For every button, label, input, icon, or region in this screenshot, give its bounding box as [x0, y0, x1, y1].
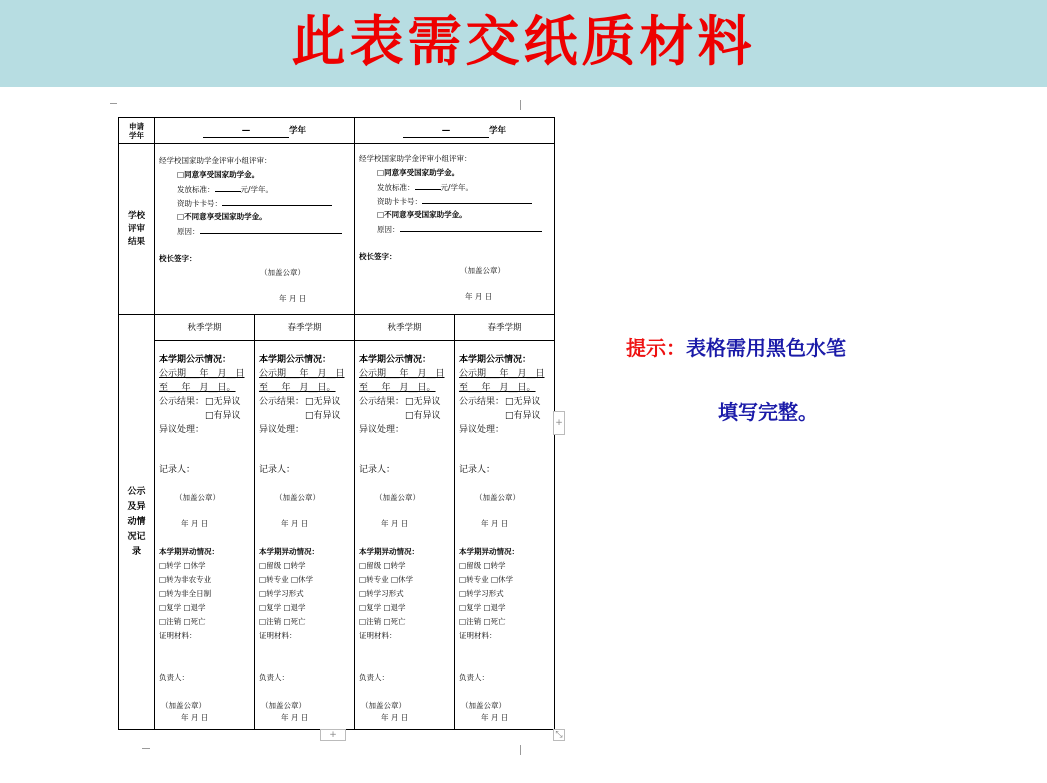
change-option-line[interactable]: □转学习形式 [259, 589, 304, 598]
objection-handling-label: 异议处理： [259, 425, 305, 435]
change-option-line[interactable]: □转学习形式 [459, 589, 504, 598]
public-record-cell-1[interactable] [155, 341, 255, 730]
change-option-line[interactable]: □转学 □休学 [159, 561, 206, 570]
no-objection-option: □无异议 [205, 397, 241, 407]
change-option-line[interactable]: □复学 □退学 [459, 603, 506, 612]
review-date: 年 月 日 [279, 294, 307, 303]
change-option-line[interactable]: □留级 □转学 [359, 561, 406, 570]
no-objection-option: □无异议 [405, 397, 441, 407]
review-date: 年 月 日 [465, 292, 493, 301]
change-option-line[interactable]: □复学 □退学 [159, 603, 206, 612]
responsible-seal-note: （加盖公章） [461, 701, 506, 710]
term-header-1: 秋季学期 [155, 315, 255, 341]
hint-label: 提示： [626, 336, 686, 360]
review-result-cell-2[interactable] [355, 144, 555, 315]
change-heading: 本学期异动情况： [259, 547, 319, 556]
change-option-line[interactable]: □注销 □死亡 [259, 617, 306, 626]
responsible-label: 负责人： [459, 673, 489, 682]
disagree-option: □不同意享受国家助学金。 [377, 210, 467, 219]
public-record-cell-4[interactable] [455, 341, 555, 730]
standard-unit: 元/学年。 [440, 183, 474, 192]
no-objection-option: □无异议 [505, 397, 541, 407]
objection-handling-label: 异议处理： [459, 425, 505, 435]
change-option-line[interactable]: □留级 □转学 [259, 561, 306, 570]
page-corner-mark [520, 100, 521, 110]
public-notice-heading: 本学期公示情况： [459, 355, 532, 365]
public-date: 年 月 日 [281, 519, 309, 528]
objection-option: □有异议 [505, 411, 541, 421]
proof-material-label: 证明材料： [359, 631, 397, 640]
standard-label: 发放标准： [377, 183, 415, 192]
disagree-option: □不同意享受国家助学金。 [177, 212, 267, 221]
reason-label: 原因： [377, 225, 400, 234]
card-number-label: 资助卡卡号： [377, 197, 422, 206]
academic-year-cell-2[interactable]: — 学年 [355, 118, 555, 144]
add-column-button[interactable]: + [553, 411, 565, 435]
public-notice-heading: 本学期公示情况： [359, 355, 432, 365]
principal-signature-label: 校长签字： [359, 252, 397, 261]
public-record-cell-3[interactable] [355, 341, 455, 730]
public-seal-note: （加盖公章） [375, 493, 420, 502]
term-header-3: 秋季学期 [355, 315, 455, 341]
recorder-label: 记录人： [259, 465, 296, 475]
public-seal-note: （加盖公章） [475, 493, 520, 502]
notice-period-start: 公示期___年__月__日 [459, 369, 545, 379]
responsible-date: 年 月 日 [181, 713, 209, 722]
responsible-label: 负责人： [359, 673, 389, 682]
academic-year-cell-1[interactable]: — 学年 [155, 118, 355, 144]
change-option-line[interactable]: □注销 □死亡 [459, 617, 506, 626]
change-option-line[interactable]: □转专业 □休学 [359, 575, 414, 584]
change-option-line[interactable]: □留级 □转学 [459, 561, 506, 570]
responsible-date: 年 月 日 [281, 713, 309, 722]
public-date: 年 月 日 [181, 519, 209, 528]
hint-text [626, 332, 846, 361]
official-seal-note: （加盖公章） [260, 268, 305, 277]
responsible-date: 年 月 日 [481, 713, 509, 722]
change-option-line[interactable]: □转为非农专业 [159, 575, 212, 584]
resize-table-handle[interactable]: ⤡ [553, 729, 565, 741]
change-option-line[interactable]: □注销 □死亡 [359, 617, 406, 626]
change-option-line[interactable]: □注销 □死亡 [159, 617, 206, 626]
notice-result-label: 公示结果： [159, 397, 205, 407]
objection-handling-label: 异议处理： [159, 425, 205, 435]
notice-period-end: 至___年__月__日。 [159, 383, 236, 393]
recorder-label: 记录人： [359, 465, 396, 475]
change-option-line[interactable]: □复学 □退学 [359, 603, 406, 612]
notice-period-start: 公示期___年__月__日 [159, 369, 245, 379]
notice-period-end: 至___年__月__日。 [459, 383, 536, 393]
term-header-4: 春季学期 [455, 315, 555, 341]
notice-period-end: 至___年__月__日。 [359, 383, 436, 393]
change-heading: 本学期异动情况： [459, 547, 519, 556]
public-seal-note: （加盖公章） [175, 493, 220, 502]
public-record-cell-2[interactable] [255, 341, 355, 730]
aid-record-form [118, 117, 555, 730]
hint-line-2: 填写完整。 [718, 400, 818, 424]
public-notice-label: 公示 及异 动情 况记 录 [119, 315, 155, 730]
official-seal-note: （加盖公章） [460, 266, 505, 275]
page-corner-mark [110, 103, 117, 104]
objection-option: □有异议 [305, 411, 341, 421]
page-corner-mark [520, 745, 521, 755]
recorder-label: 记录人： [459, 465, 496, 475]
agree-option: □同意享受国家助学金。 [177, 170, 260, 179]
agree-option: □同意享受国家助学金。 [377, 168, 460, 177]
card-number-label: 资助卡卡号： [177, 199, 222, 208]
review-intro: 经学校国家助学金评审小组评审： [359, 154, 472, 163]
public-notice-heading: 本学期公示情况： [259, 355, 332, 365]
objection-handling-label: 异议处理： [359, 425, 405, 435]
proof-material-label: 证明材料： [259, 631, 297, 640]
notice-period-start: 公示期___年__月__日 [359, 369, 445, 379]
responsible-label: 负责人： [159, 673, 189, 682]
page-corner-mark [142, 748, 150, 749]
add-row-button[interactable]: + [320, 729, 346, 741]
application-year-label: 申请 学年 [119, 118, 155, 144]
change-option-line[interactable]: □转专业 □休学 [459, 575, 514, 584]
document-page [110, 100, 565, 760]
standard-unit: 元/学年。 [240, 185, 274, 194]
no-objection-option: □无异议 [305, 397, 341, 407]
public-date: 年 月 日 [381, 519, 409, 528]
notice-period-start: 公示期___年__月__日 [259, 369, 345, 379]
reason-label: 原因： [177, 227, 200, 236]
public-notice-heading: 本学期公示情况： [159, 355, 232, 365]
change-heading: 本学期异动情况： [359, 547, 419, 556]
responsible-seal-note: （加盖公章） [161, 701, 206, 710]
review-result-label: 学校 评审 结果 [119, 144, 155, 315]
review-intro: 经学校国家助学金评审小组评审： [159, 156, 272, 165]
objection-option: □有异议 [405, 411, 441, 421]
banner-title: 此表需交纸质材料 [291, 10, 756, 73]
change-heading: 本学期异动情况： [159, 547, 219, 556]
notice-result-label: 公示结果： [359, 397, 405, 407]
public-seal-note: （加盖公章） [275, 493, 320, 502]
notice-result-label: 公示结果： [459, 397, 505, 407]
change-option-line[interactable]: □复学 □退学 [259, 603, 306, 612]
responsible-date: 年 月 日 [381, 713, 409, 722]
standard-label: 发放标准： [177, 185, 215, 194]
notice-result-label: 公示结果： [259, 397, 305, 407]
recorder-label: 记录人： [159, 465, 196, 475]
responsible-label: 负责人： [259, 673, 289, 682]
change-option-line[interactable]: □转学习形式 [359, 589, 404, 598]
proof-material-label: 证明材料： [159, 631, 197, 640]
proof-material-label: 证明材料： [459, 631, 497, 640]
notice-period-end: 至___年__月__日。 [259, 383, 336, 393]
objection-option: □有异议 [205, 411, 241, 421]
hint-line-1: 表格需用黑色水笔 [686, 336, 846, 360]
principal-signature-label: 校长签字： [159, 254, 197, 263]
responsible-seal-note: （加盖公章） [361, 701, 406, 710]
change-option-line[interactable]: □转为非全日制 [159, 589, 212, 598]
public-date: 年 月 日 [481, 519, 509, 528]
term-header-2: 春季学期 [255, 315, 355, 341]
review-result-cell-1[interactable] [155, 144, 355, 315]
title-banner [0, 0, 1047, 87]
change-option-line[interactable]: □转专业 □休学 [259, 575, 314, 584]
responsible-seal-note: （加盖公章） [261, 701, 306, 710]
